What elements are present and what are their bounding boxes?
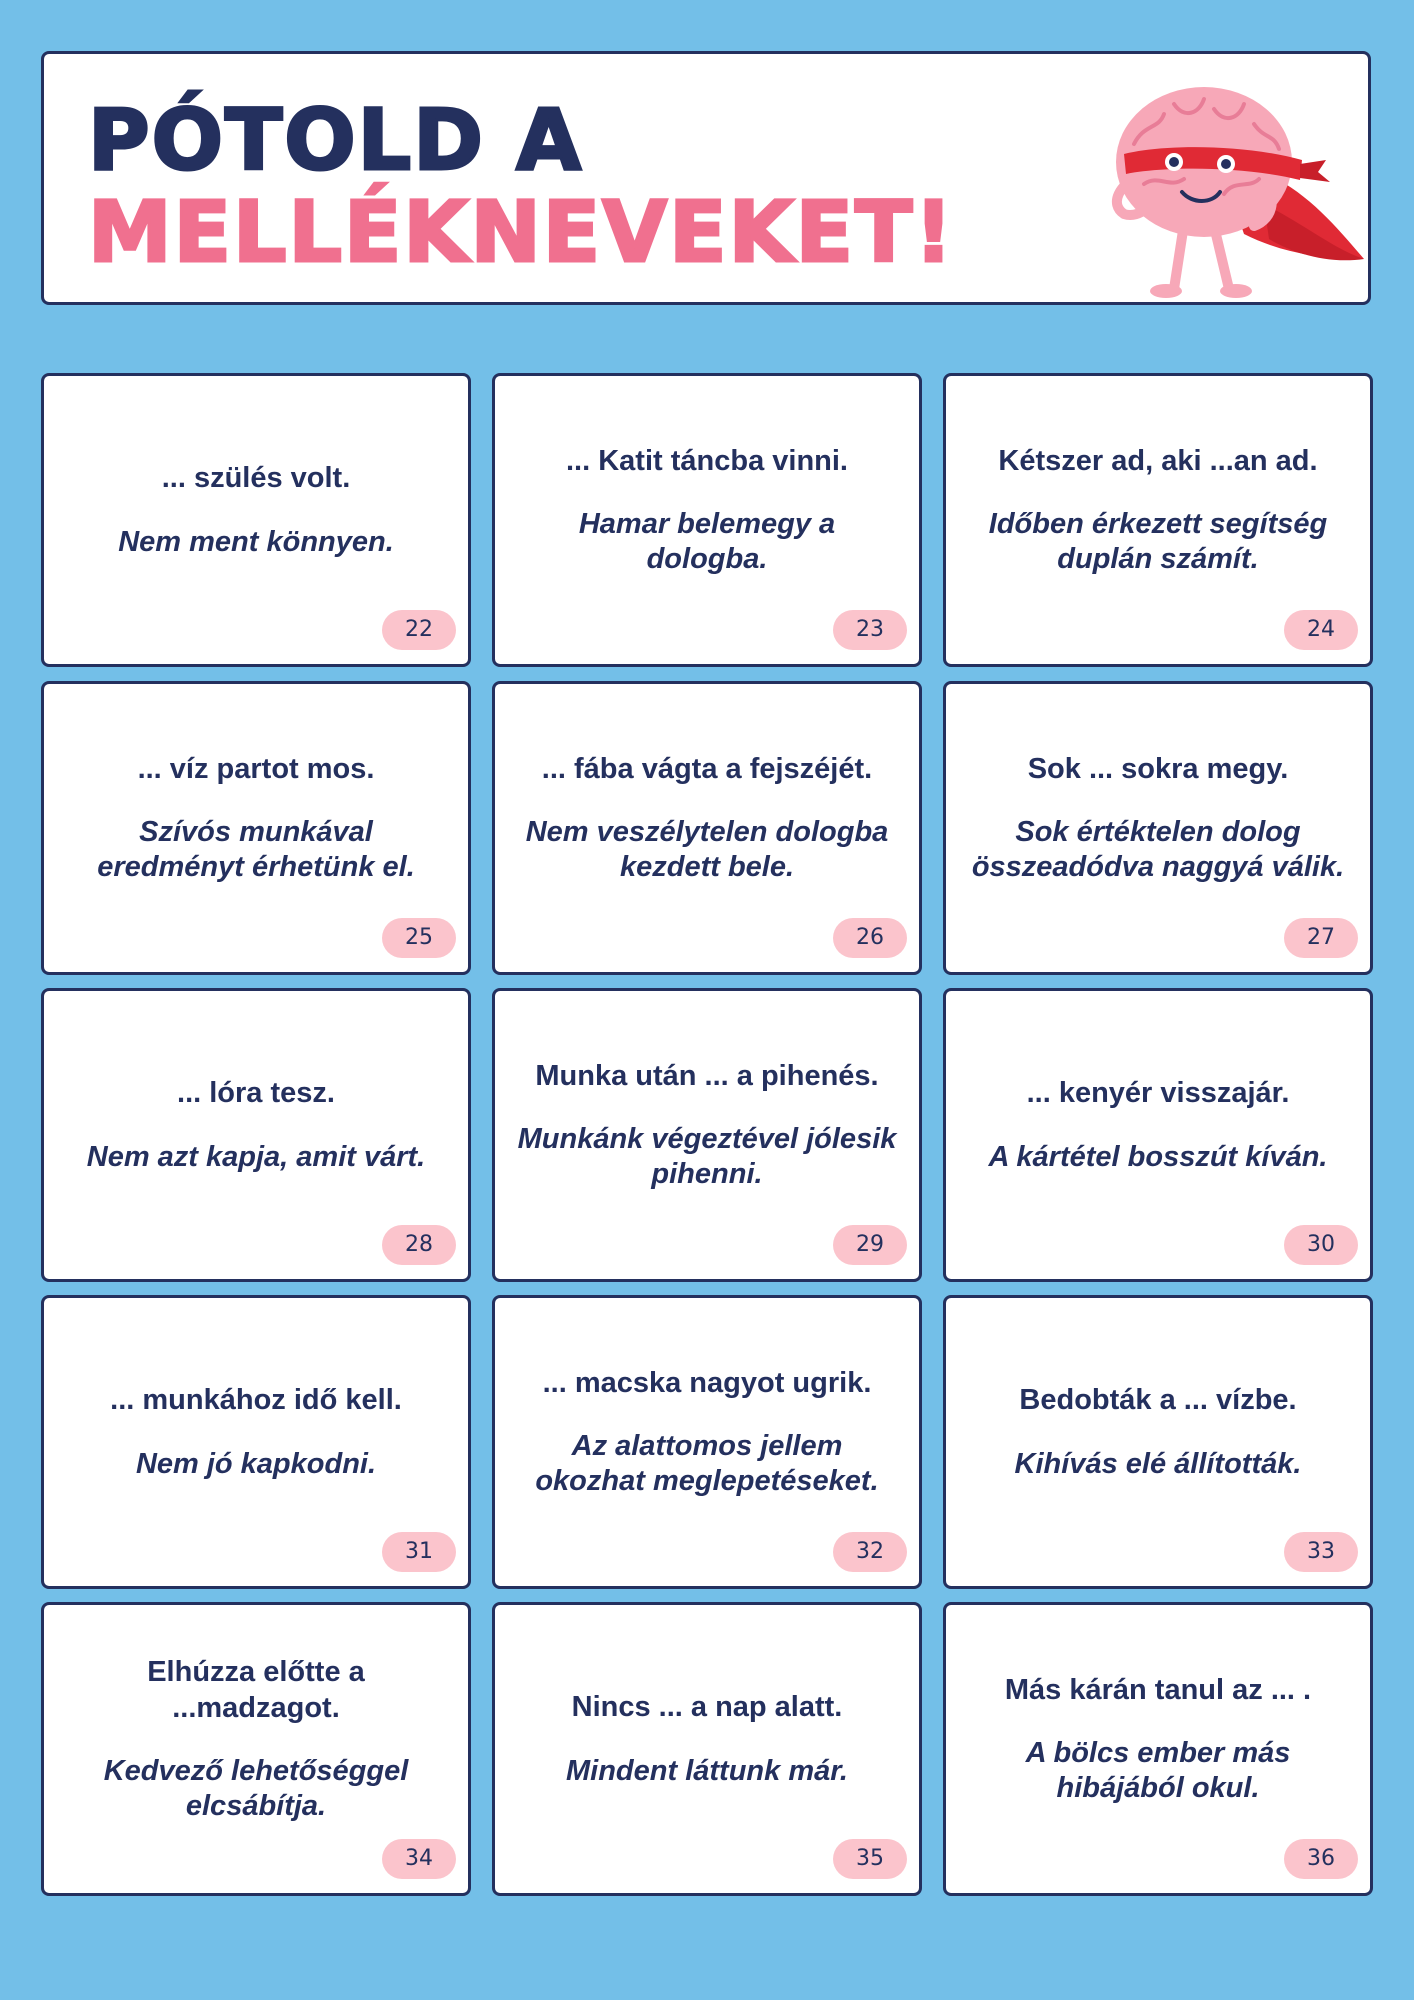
card-content bbox=[64, 991, 448, 1229]
proverb-meaning: Nem veszélytelen dologba kezdett bele. bbox=[525, 816, 889, 884]
card-number-badge: 22 bbox=[382, 610, 456, 650]
card-number-badge: 29 bbox=[833, 1225, 907, 1265]
proverb-card bbox=[943, 1602, 1373, 1896]
proverb-card bbox=[492, 1602, 922, 1896]
proverb-prompt: Kétszer ad, aki ...an ad. bbox=[998, 445, 1318, 478]
card-content bbox=[515, 376, 899, 614]
proverb-prompt: ... víz partot mos. bbox=[137, 753, 375, 786]
card-number-badge: 25 bbox=[382, 918, 456, 958]
proverb-meaning: Nem jó kapkodni. bbox=[135, 1447, 377, 1480]
proverb-prompt: ... Katit táncba vinni. bbox=[566, 445, 848, 478]
card-content bbox=[64, 684, 448, 922]
proverb-prompt: ... munkához idő kell. bbox=[110, 1384, 402, 1417]
proverb-meaning: Kedvező lehetőséggel elcsábítja. bbox=[103, 1755, 409, 1823]
card-number-badge: 31 bbox=[382, 1532, 456, 1572]
card-number-badge: 32 bbox=[833, 1532, 907, 1572]
title-banner bbox=[41, 51, 1371, 305]
card-number-badge: 24 bbox=[1284, 610, 1358, 650]
card-content bbox=[966, 1605, 1350, 1843]
proverb-prompt: ... kenyér visszajár. bbox=[1026, 1077, 1290, 1110]
proverb-meaning: Sok értéktelen dolog összeadódva naggyá válik. bbox=[971, 816, 1345, 884]
proverb-prompt: ... macska nagyot ugrik. bbox=[542, 1367, 872, 1400]
card-number-badge: 36 bbox=[1284, 1839, 1358, 1879]
proverb-meaning: Az alattomos jellem okozhat meglepetéseket. bbox=[535, 1430, 879, 1498]
proverb-meaning: Időben érkezett segítség duplán számít. bbox=[988, 508, 1328, 576]
card-content bbox=[515, 684, 899, 922]
card-number-badge: 28 bbox=[382, 1225, 456, 1265]
title-line-2: MELLÉKNEVEKET! bbox=[88, 183, 955, 281]
proverb-card bbox=[492, 373, 922, 667]
title-line-1: PÓTOLD A bbox=[88, 91, 584, 189]
proverb-card bbox=[41, 1602, 471, 1896]
proverb-meaning: Munkánk végeztével jólesik pihenni. bbox=[517, 1123, 897, 1191]
proverb-meaning: Szívós munkával eredményt érhetünk el. bbox=[97, 816, 415, 884]
proverb-prompt: Sok ... sokra megy. bbox=[1027, 753, 1289, 786]
card-content bbox=[966, 1298, 1350, 1536]
card-number-badge: 35 bbox=[833, 1839, 907, 1879]
card-content bbox=[515, 1298, 899, 1536]
card-content bbox=[515, 1605, 899, 1843]
proverb-prompt: Elhúzza előtte a ...madzagot. bbox=[147, 1655, 365, 1725]
card-content bbox=[966, 376, 1350, 614]
card-number-badge: 27 bbox=[1284, 918, 1358, 958]
proverb-meaning: Kihívás elé állították. bbox=[1014, 1447, 1302, 1480]
card-number-badge: 30 bbox=[1284, 1225, 1358, 1265]
proverb-meaning: A kártétel bosszút kíván. bbox=[988, 1140, 1328, 1173]
proverb-prompt: Munka után ... a pihenés. bbox=[535, 1060, 879, 1093]
proverb-card bbox=[492, 681, 922, 975]
proverb-meaning: Nem ment könnyen. bbox=[118, 525, 394, 558]
proverb-prompt: Nincs ... a nap alatt. bbox=[571, 1691, 843, 1724]
proverb-card bbox=[41, 988, 471, 1282]
proverb-prompt: Bedobták a ... vízbe. bbox=[1019, 1384, 1297, 1417]
proverb-card bbox=[943, 681, 1373, 975]
proverb-meaning: Hamar belemegy a dologba. bbox=[578, 508, 836, 576]
card-content bbox=[64, 376, 448, 614]
card-number-badge: 26 bbox=[833, 918, 907, 958]
card-content bbox=[966, 991, 1350, 1229]
proverb-card bbox=[943, 373, 1373, 667]
proverb-card bbox=[492, 1295, 922, 1589]
card-content bbox=[966, 684, 1350, 922]
proverb-card bbox=[943, 1295, 1373, 1589]
card-number-badge: 23 bbox=[833, 610, 907, 650]
proverb-card bbox=[41, 681, 471, 975]
proverb-meaning: A bölcs ember más hibájából okul. bbox=[1025, 1737, 1291, 1805]
card-number-badge: 33 bbox=[1284, 1532, 1358, 1572]
card-content bbox=[515, 991, 899, 1229]
proverb-card bbox=[943, 988, 1373, 1282]
proverb-card bbox=[41, 1295, 471, 1589]
proverb-prompt: ... lóra tesz. bbox=[177, 1077, 335, 1110]
proverb-meaning: Nem azt kapja, amit várt. bbox=[86, 1140, 426, 1173]
card-content bbox=[64, 1605, 448, 1843]
proverb-prompt: Más kárán tanul az ... . bbox=[1004, 1674, 1312, 1707]
superhero-brain-icon bbox=[1064, 54, 1364, 304]
proverb-meaning: Mindent láttunk már. bbox=[566, 1754, 848, 1787]
proverb-card bbox=[41, 373, 471, 667]
proverb-prompt: ... szülés volt. bbox=[161, 462, 351, 495]
card-number-badge: 34 bbox=[382, 1839, 456, 1879]
proverb-prompt: ... fába vágta a fejszéjét. bbox=[541, 753, 873, 786]
card-content bbox=[64, 1298, 448, 1536]
proverb-card bbox=[492, 988, 922, 1282]
